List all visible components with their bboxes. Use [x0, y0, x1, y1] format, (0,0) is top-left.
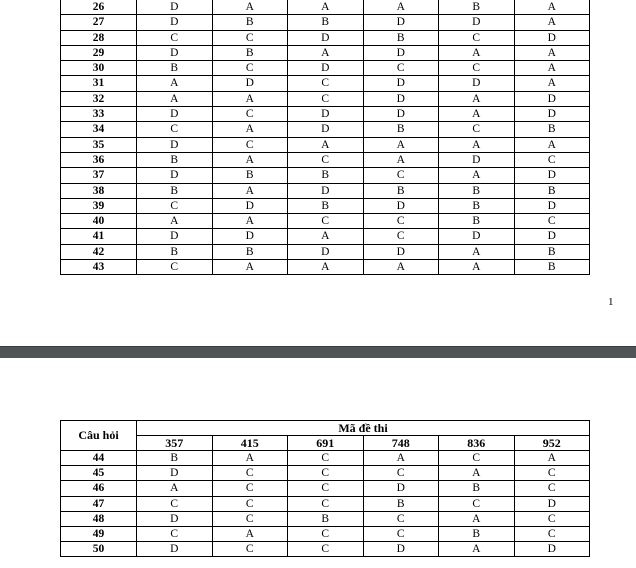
- answer-cell: D: [288, 107, 364, 122]
- answer-cell: D: [288, 122, 364, 137]
- table-row: [61, 168, 590, 183]
- answer-cell: C: [363, 229, 439, 244]
- answer-cell: B: [288, 168, 364, 183]
- answer-cell: C: [137, 30, 213, 45]
- table-row: [61, 122, 590, 137]
- answer-cell: A: [439, 244, 515, 259]
- answer-cell: A: [363, 260, 439, 275]
- answer-cell: D: [288, 244, 364, 259]
- answer-cell: A: [212, 183, 288, 198]
- answer-cell: C: [288, 214, 364, 229]
- answer-cell: C: [288, 481, 364, 496]
- answer-cell: C: [288, 76, 364, 91]
- answer-cell: C: [439, 122, 515, 137]
- answer-cell: A: [212, 0, 288, 15]
- answer-cell: A: [514, 76, 590, 91]
- table-row: [61, 466, 590, 481]
- question-number-cell: 44: [61, 451, 137, 466]
- answer-cell: C: [212, 137, 288, 152]
- answer-cell: C: [439, 61, 515, 76]
- answer-cell: A: [363, 0, 439, 15]
- table-row: [61, 0, 590, 15]
- answer-cell: B: [137, 244, 213, 259]
- answer-cell: A: [439, 137, 515, 152]
- answer-cell: A: [288, 260, 364, 275]
- answer-cell: C: [514, 466, 590, 481]
- answer-cell: C: [212, 481, 288, 496]
- question-number-cell: 29: [61, 45, 137, 60]
- answer-cell: B: [514, 183, 590, 198]
- answer-cell: C: [363, 61, 439, 76]
- answer-cell: C: [439, 496, 515, 511]
- table-row: [61, 152, 590, 167]
- header-row-codes: [61, 436, 590, 451]
- question-number-cell: 39: [61, 198, 137, 213]
- question-number-cell: 50: [61, 542, 137, 557]
- answer-cell: D: [137, 45, 213, 60]
- answer-cell: D: [439, 76, 515, 91]
- table-row: [61, 260, 590, 275]
- answer-cell: A: [212, 527, 288, 542]
- question-number-cell: 34: [61, 122, 137, 137]
- answer-cell: B: [363, 183, 439, 198]
- answer-cell: D: [363, 107, 439, 122]
- answer-cell: A: [137, 481, 213, 496]
- document-page-2: [0, 358, 636, 568]
- answer-cell: A: [212, 122, 288, 137]
- answer-cell: B: [137, 61, 213, 76]
- answer-cell: D: [514, 542, 590, 557]
- answer-cell: A: [363, 137, 439, 152]
- answer-cell: A: [137, 214, 213, 229]
- answer-cell: A: [363, 451, 439, 466]
- exam-code-cell: 836: [439, 436, 515, 451]
- question-number-cell: 46: [61, 481, 137, 496]
- answer-cell: C: [137, 122, 213, 137]
- answer-cell: B: [514, 122, 590, 137]
- answer-cell: B: [439, 198, 515, 213]
- answer-cell: B: [212, 168, 288, 183]
- answer-cell: D: [514, 107, 590, 122]
- answer-cell: C: [212, 466, 288, 481]
- answer-cell: D: [288, 61, 364, 76]
- table-row: [61, 137, 590, 152]
- answer-cell: A: [439, 107, 515, 122]
- question-number-cell: 26: [61, 0, 137, 15]
- answer-cell: C: [288, 527, 364, 542]
- answer-cell: A: [439, 91, 515, 106]
- table-row: [61, 15, 590, 30]
- answer-cell: D: [363, 244, 439, 259]
- table-row: [61, 527, 590, 542]
- exam-code-cell: 691: [288, 436, 364, 451]
- answer-cell: B: [514, 260, 590, 275]
- answer-cell: B: [137, 152, 213, 167]
- answer-cell: C: [288, 152, 364, 167]
- answer-cell: C: [212, 496, 288, 511]
- answer-cell: D: [137, 0, 213, 15]
- answer-cell: C: [288, 91, 364, 106]
- answer-cell: C: [212, 511, 288, 526]
- answer-cell: D: [137, 168, 213, 183]
- answer-cell: D: [212, 76, 288, 91]
- answer-cell: D: [514, 30, 590, 45]
- question-number-cell: 40: [61, 214, 137, 229]
- answer-cell: A: [288, 45, 364, 60]
- answer-cell: C: [514, 511, 590, 526]
- header-row-exam-code: [61, 421, 590, 436]
- answer-cell: C: [439, 451, 515, 466]
- table-row: [61, 214, 590, 229]
- question-number-cell: 32: [61, 91, 137, 106]
- answer-key-body: [61, 451, 590, 557]
- answer-cell: D: [137, 137, 213, 152]
- question-number-cell: 49: [61, 527, 137, 542]
- answer-cell: B: [288, 15, 364, 30]
- answer-cell: A: [439, 466, 515, 481]
- table-row: [61, 45, 590, 60]
- answer-cell: C: [288, 466, 364, 481]
- answer-cell: A: [212, 214, 288, 229]
- question-number-cell: 36: [61, 152, 137, 167]
- question-number-cell: 33: [61, 107, 137, 122]
- answer-cell: C: [137, 527, 213, 542]
- question-number-cell: 38: [61, 183, 137, 198]
- answer-cell: A: [137, 76, 213, 91]
- page-number: 1: [608, 296, 614, 308]
- table-row: [61, 496, 590, 511]
- table-row: [61, 542, 590, 557]
- answer-cell: C: [212, 61, 288, 76]
- answer-cell: D: [439, 152, 515, 167]
- answer-cell: B: [363, 496, 439, 511]
- answer-cell: B: [439, 527, 515, 542]
- answer-cell: D: [363, 91, 439, 106]
- answer-cell: D: [363, 198, 439, 213]
- table-row: [61, 511, 590, 526]
- answer-cell: C: [363, 168, 439, 183]
- answer-cell: A: [212, 260, 288, 275]
- answer-cell: C: [514, 527, 590, 542]
- answer-cell: C: [137, 198, 213, 213]
- answer-cell: B: [439, 481, 515, 496]
- answer-cell: A: [514, 0, 590, 15]
- answer-cell: D: [137, 542, 213, 557]
- answer-cell: D: [137, 15, 213, 30]
- question-number-cell: 30: [61, 61, 137, 76]
- answer-cell: B: [137, 183, 213, 198]
- answer-cell: D: [212, 229, 288, 244]
- answer-cell: D: [363, 76, 439, 91]
- answer-cell: A: [439, 511, 515, 526]
- answer-cell: A: [212, 91, 288, 106]
- exam-code-cell: 357: [137, 436, 213, 451]
- answer-cell: A: [514, 61, 590, 76]
- answer-cell: C: [288, 496, 364, 511]
- answer-cell: D: [212, 198, 288, 213]
- answer-cell: A: [288, 0, 364, 15]
- answer-cell: C: [212, 107, 288, 122]
- answer-cell: D: [137, 107, 213, 122]
- answer-cell: A: [137, 91, 213, 106]
- answer-cell: D: [137, 511, 213, 526]
- answer-cell: D: [439, 229, 515, 244]
- answer-cell: D: [363, 45, 439, 60]
- answer-cell: D: [439, 15, 515, 30]
- exam-code-cell: 748: [363, 436, 439, 451]
- exam-code-cell: 952: [514, 436, 590, 451]
- answer-cell: A: [288, 137, 364, 152]
- question-number-cell: 47: [61, 496, 137, 511]
- answer-cell: B: [439, 214, 515, 229]
- answer-cell: A: [288, 229, 364, 244]
- answer-cell: C: [439, 30, 515, 45]
- answer-cell: A: [212, 451, 288, 466]
- question-number-cell: 43: [61, 260, 137, 275]
- answer-cell: D: [137, 229, 213, 244]
- answer-cell: B: [288, 511, 364, 526]
- table-row: [61, 91, 590, 106]
- answer-cell: A: [212, 152, 288, 167]
- answer-cell: B: [212, 15, 288, 30]
- answer-cell: C: [137, 496, 213, 511]
- answer-cell: B: [212, 244, 288, 259]
- answer-cell: D: [288, 30, 364, 45]
- table-row: [61, 76, 590, 91]
- table-row: [61, 198, 590, 213]
- answer-cell: C: [363, 466, 439, 481]
- answer-cell: A: [514, 137, 590, 152]
- answer-cell: C: [212, 30, 288, 45]
- table-row: [61, 30, 590, 45]
- answer-cell: D: [288, 183, 364, 198]
- question-number-cell: 42: [61, 244, 137, 259]
- answer-cell: C: [212, 542, 288, 557]
- answer-key-table-continued: [60, 0, 590, 275]
- answer-cell: B: [439, 0, 515, 15]
- exam-code-header: Mã đề thi: [137, 421, 590, 436]
- answer-cell: A: [439, 45, 515, 60]
- exam-code-cell: 415: [212, 436, 288, 451]
- table-row: [61, 244, 590, 259]
- table-row: [61, 481, 590, 496]
- question-number-cell: 35: [61, 137, 137, 152]
- answer-cell: C: [514, 481, 590, 496]
- table-row: [61, 107, 590, 122]
- answer-cell: C: [363, 527, 439, 542]
- answer-cell: D: [514, 496, 590, 511]
- question-number-cell: 37: [61, 168, 137, 183]
- table-row: [61, 229, 590, 244]
- answer-cell: D: [514, 168, 590, 183]
- question-number-cell: 28: [61, 30, 137, 45]
- question-number-cell: 41: [61, 229, 137, 244]
- answer-cell: B: [212, 45, 288, 60]
- answer-cell: B: [288, 198, 364, 213]
- answer-cell: B: [137, 451, 213, 466]
- question-number-cell: 48: [61, 511, 137, 526]
- question-column-header: Câu hỏi: [61, 421, 137, 451]
- answer-cell: C: [363, 511, 439, 526]
- answer-cell: B: [363, 30, 439, 45]
- answer-cell: B: [439, 183, 515, 198]
- answer-cell: C: [514, 214, 590, 229]
- answer-cell: A: [439, 260, 515, 275]
- answer-cell: D: [514, 229, 590, 244]
- answer-key-table: [60, 420, 590, 557]
- table-row: [61, 61, 590, 76]
- answer-key-body: [61, 0, 590, 275]
- answer-cell: A: [439, 542, 515, 557]
- answer-cell: A: [439, 168, 515, 183]
- answer-cell: C: [288, 451, 364, 466]
- table-row: [61, 451, 590, 466]
- answer-cell: D: [514, 198, 590, 213]
- answer-cell: C: [137, 260, 213, 275]
- answer-cell: D: [363, 15, 439, 30]
- answer-cell: C: [288, 542, 364, 557]
- answer-cell: A: [514, 15, 590, 30]
- table-row: [61, 183, 590, 198]
- answer-cell: A: [514, 45, 590, 60]
- answer-cell: C: [514, 152, 590, 167]
- answer-cell: D: [514, 91, 590, 106]
- question-number-cell: 27: [61, 15, 137, 30]
- question-number-cell: 31: [61, 76, 137, 91]
- answer-cell: A: [363, 152, 439, 167]
- answer-cell: A: [514, 451, 590, 466]
- answer-cell: B: [514, 244, 590, 259]
- question-number-cell: 45: [61, 466, 137, 481]
- answer-cell: D: [363, 542, 439, 557]
- answer-cell: D: [363, 481, 439, 496]
- answer-cell: D: [137, 466, 213, 481]
- answer-cell: B: [363, 122, 439, 137]
- answer-cell: C: [363, 214, 439, 229]
